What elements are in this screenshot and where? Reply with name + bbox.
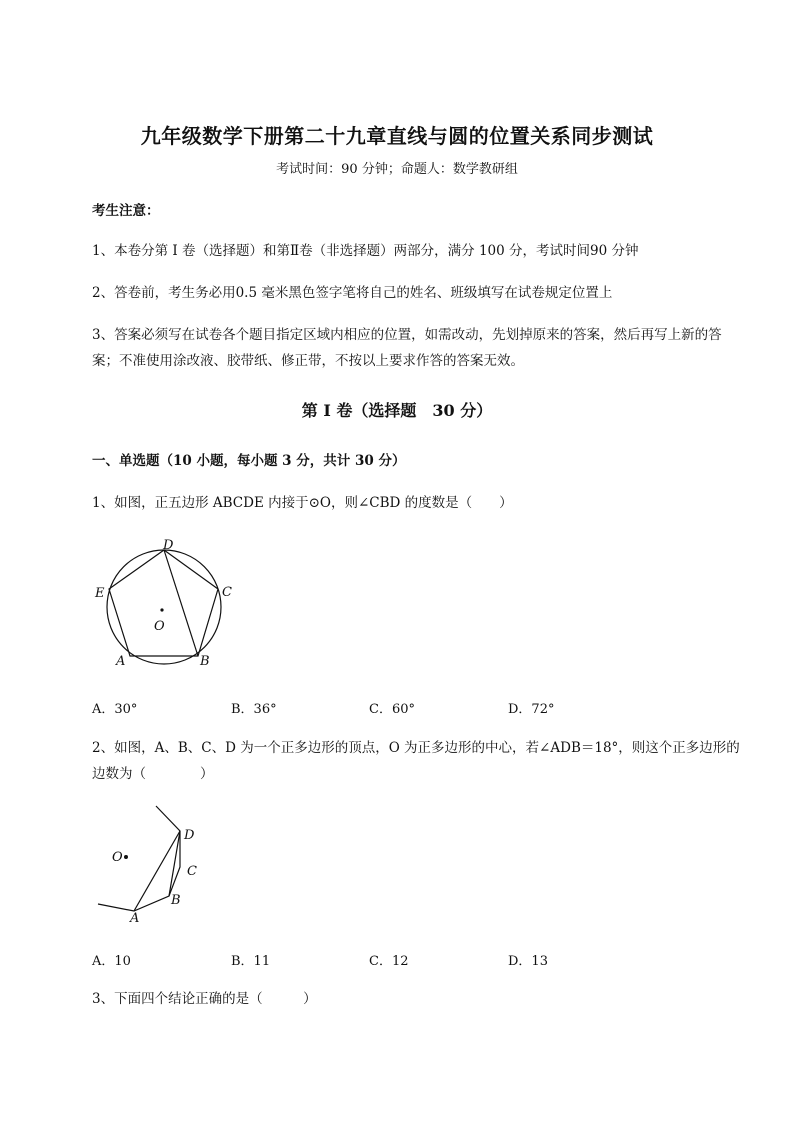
page-subtitle: 考试时间：90 分钟；命题人：数学教研组 (276, 162, 518, 177)
segment-bd (164, 550, 198, 656)
section-title: 第 I 卷（选择题 30 分） (301, 401, 493, 420)
label-o: O (112, 850, 123, 865)
notice-heading: 考生注意： (92, 203, 160, 219)
question-1-figure (88, 535, 248, 675)
question-3-text: 3、下面四个结论正确的是（ ） (92, 991, 317, 1007)
label-d: D (184, 828, 195, 843)
option-a[interactable]: A．10 (92, 954, 131, 969)
question-2-text: 2、如图，A、B、C、D 为一个正多边形的顶点，O 为正多边形的中心，若∠ADB＝18°，则这个正多边形的边数为（ ） (92, 740, 740, 782)
question-2-figure (92, 800, 222, 930)
question-1-text: 1、如图，正五边形 ABCDE 内接于⊙O，则∠CBD 的度数是（ ） (92, 495, 513, 511)
label-b: B (200, 654, 210, 669)
part-heading: 一、单选题（10 小题，每小题 3 分，共计 30 分） (92, 453, 406, 469)
polygon-edges (98, 806, 180, 911)
option-b[interactable]: B．11 (231, 954, 271, 969)
center-point (160, 608, 163, 611)
notice-item-3: 3、答案必须写在试卷各个题目指定区域内相应的位置，如需改动，先划掉原来的答案，然后再写上新的答案；不准使用涂改液、胶带纸、修正带，不按以上要求作答的答案无效。 (92, 327, 722, 369)
label-a: A (116, 654, 126, 669)
label-o: O (154, 619, 165, 634)
option-d[interactable]: D．72° (508, 702, 555, 717)
option-c[interactable]: C．60° (369, 702, 415, 717)
option-c[interactable]: C．12 (369, 954, 409, 969)
notice-item-2: 2、答卷前，考生务必用0.5 毫米黑色签字笔将自己的姓名、班级填写在试卷规定位置上 (92, 285, 613, 301)
label-c: C (222, 585, 232, 600)
notice-item-1: 1、本卷分第 I 卷（选择题）和第Ⅱ卷（非选择题）两部分，满分 100 分，考试时间90 分钟 (92, 243, 639, 259)
label-d: D (163, 538, 174, 553)
option-b[interactable]: B．36° (231, 702, 277, 717)
option-a[interactable]: A．30° (92, 702, 138, 717)
option-d[interactable]: D．13 (508, 954, 548, 969)
center-point (124, 855, 128, 859)
label-b: B (171, 893, 181, 908)
label-c: C (187, 864, 197, 879)
label-e: E (95, 586, 105, 601)
page-title: 九年级数学下册第二十九章直线与圆的位置关系同步测试 (140, 124, 654, 148)
label-a: A (130, 911, 140, 926)
circumcircle (107, 550, 221, 664)
